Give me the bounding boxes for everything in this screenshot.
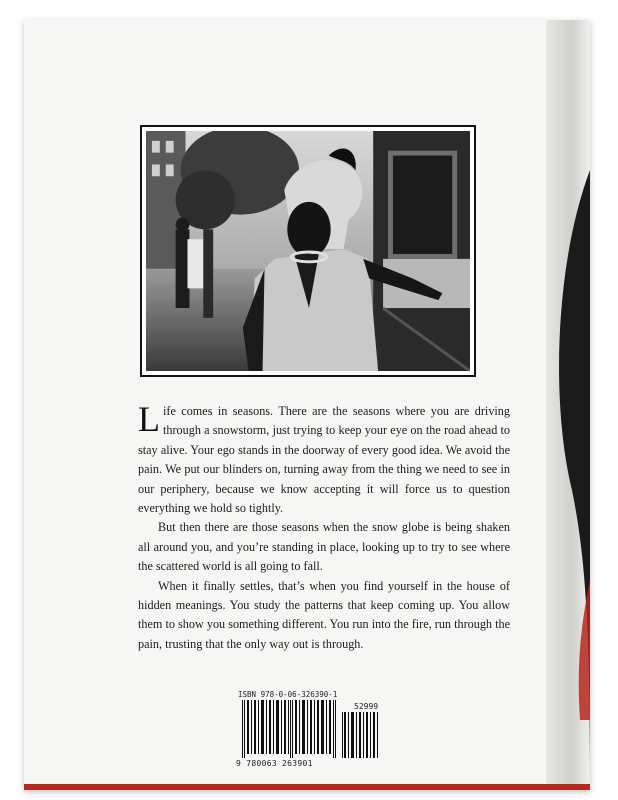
blurb-paragraph: But then there are those seasons when the snow globe is being shaken all around you, and you’re standing in place, looking up to try to see where the scattered world is all going to fall. [138, 520, 510, 574]
blurb-paragraph: When it finally settles, that’s when you find yourself in the house of hidden meanings. You study the patterns that keep coming up. You allow them to show you something different. You run into the fire, run through the pain, trusting that the only way out is through. [138, 578, 510, 651]
drop-cap: L [138, 399, 160, 439]
photograph-icon [146, 131, 470, 371]
bottom-edge-stripe [24, 784, 590, 790]
barcode-icon [242, 700, 382, 758]
isbn-label: ISBN 978-0-06-326390-1 [238, 690, 338, 699]
back-cover-blurb [138, 399, 510, 654]
price-code: 52999 [354, 702, 379, 711]
cover-photo-frame [140, 125, 476, 377]
book-back-cover [24, 20, 590, 790]
spine-swoosh-decoration [546, 20, 590, 790]
ean-digits: 9 780063 263901 [236, 759, 313, 768]
blurb-paragraph: Life comes in seasons. There are the seasons where you are driving through a snowstorm, just trying to keep your eye on the road ahead to stay alive. Your ego stands in the doorway of every good idea. We avoid the pain. We put our blinders on, turning away from the thing we need to see in our periphery, because we know accepting it will force us to question everything we hold so tightly. [138, 399, 510, 516]
isbn-barcode [236, 690, 386, 770]
